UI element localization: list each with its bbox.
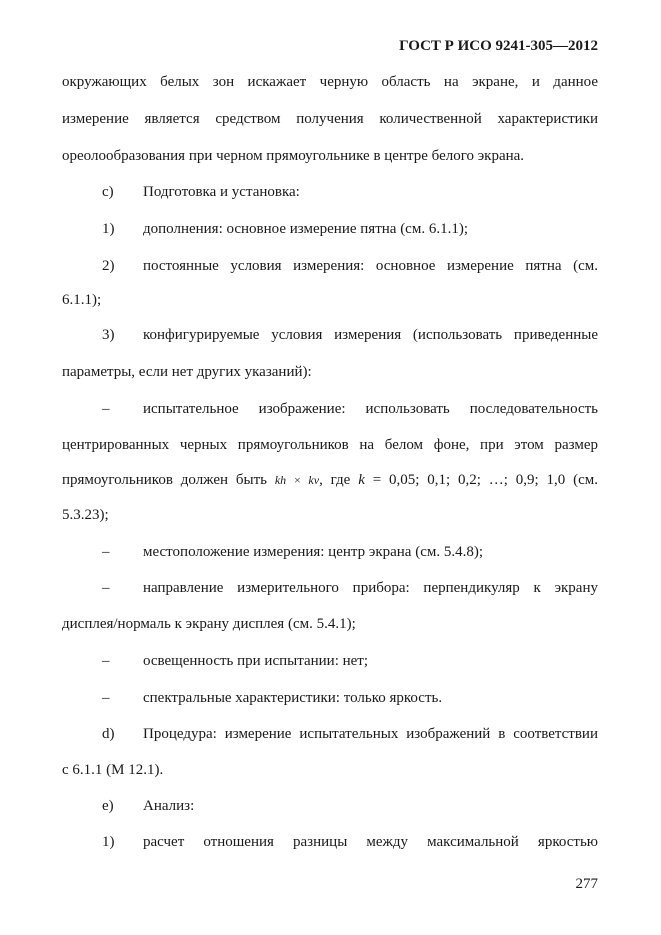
list-continuation: 6.1.1);	[62, 292, 102, 308]
dash-marker: –	[102, 653, 110, 669]
list-marker: 1)	[102, 221, 115, 237]
dash-item-illuminance	[62, 651, 598, 671]
list-marker: d)	[102, 726, 115, 742]
list-text: направление измерительного прибора: перпендикуляр к экрану	[143, 580, 598, 596]
list-text: спектральные характеристики: только яркость.	[143, 690, 443, 706]
dash-marker: –	[102, 544, 110, 560]
list-text: испытательное изображение: использовать последовательность	[143, 401, 598, 417]
paragraph-line: ореолообразования при черном прямоугольнике в центре белого экрана.	[62, 148, 525, 164]
list-marker: 1)	[102, 834, 115, 850]
list-continuation: с 6.1.1 (M 12.1).	[62, 762, 164, 778]
list-item-e1	[62, 832, 598, 852]
list-continuation: центрированных черных прямоугольников на белом фоне, при этом размер	[62, 437, 598, 453]
paragraph-line: измерение является средством получения количественной характеристики	[62, 111, 598, 127]
dash-item-test-image	[62, 399, 598, 419]
dash-marker: –	[102, 690, 110, 706]
list-marker: c)	[102, 184, 114, 200]
list-continuation: 5.3.23);	[62, 507, 109, 523]
list-item-1	[62, 219, 598, 239]
list-text: расчет отношения разницы между максимальной яркостью	[143, 834, 598, 850]
list-continuation-formula	[62, 470, 598, 490]
list-text: местоположение измерения: центр экрана (см. 5.4.8);	[143, 544, 484, 560]
list-text: дополнения: основное измерение пятна (см. 6.1.1);	[143, 221, 468, 237]
paragraph-line: окружающих белых зон искажает черную область на экране, и данное	[62, 74, 598, 90]
list-text: Анализ:	[143, 798, 195, 814]
list-item-d	[62, 724, 598, 744]
list-marker: 3)	[102, 327, 115, 343]
dash-item-spectral	[62, 688, 598, 708]
dash-marker: –	[102, 580, 110, 596]
dash-marker: –	[102, 401, 110, 417]
dash-item-direction	[62, 578, 598, 598]
list-text: конфигурируемые условия измерения (использовать приведенные	[143, 327, 598, 343]
list-item-2	[62, 256, 598, 276]
list-text: Подготовка и установка:	[143, 184, 300, 200]
text-segment: = 0,05; 0,1; 0,2; …; 0,9; 1,0 (см.	[372, 472, 599, 488]
list-text: освещенность при испытании: нет;	[143, 653, 369, 669]
list-item-c	[62, 182, 598, 202]
document-header: ГОСТ Р ИСО 9241-305—2012	[399, 38, 598, 54]
list-item-3	[62, 325, 598, 345]
text-segment: , где	[319, 472, 351, 488]
list-marker: e)	[102, 798, 114, 814]
list-text: Процедура: измерение испытательных изображений в соответствии	[143, 726, 598, 742]
dash-item-location	[62, 542, 598, 562]
k-symbol: k	[358, 472, 365, 488]
list-text: постоянные условия измерения: основное измерение пятна (см.	[143, 258, 598, 274]
list-item-e	[62, 796, 598, 816]
list-marker: 2)	[102, 258, 115, 274]
text-segment: прямоугольников должен быть	[62, 472, 267, 488]
list-continuation: параметры, если нет других указаний):	[62, 364, 312, 380]
list-continuation: дисплея/нормаль к экрану дисплея (см. 5.4.1);	[62, 616, 356, 632]
page-number: 277	[575, 876, 598, 892]
formula: kh × kv	[274, 473, 320, 487]
